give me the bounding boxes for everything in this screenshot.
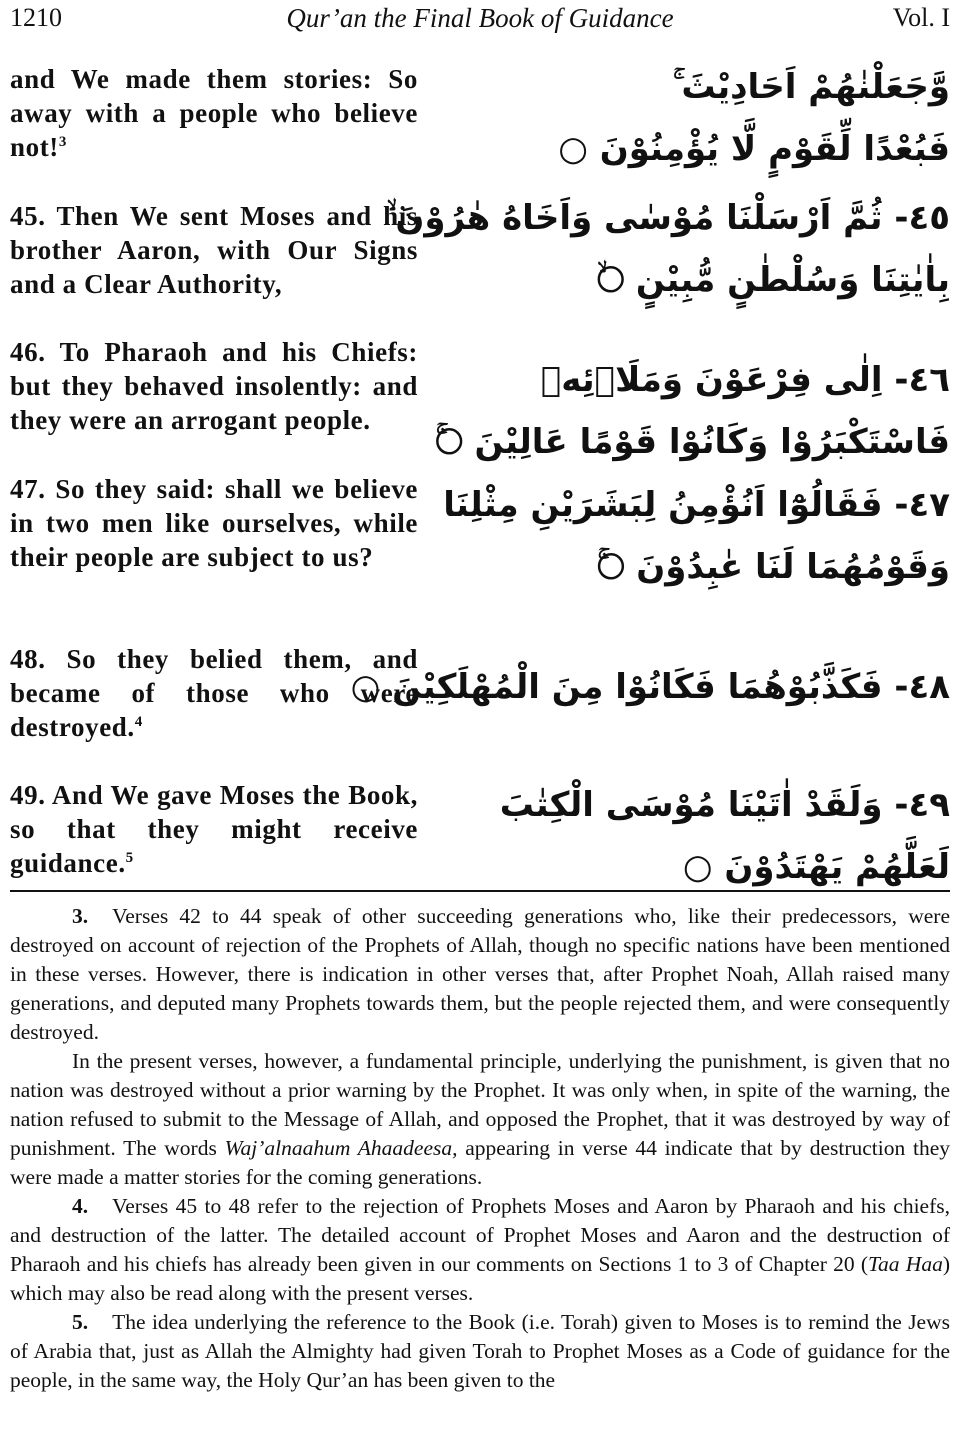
footnote-marker: 5 bbox=[125, 850, 134, 866]
verse-translation: 48. So they belied them, and became of those who were destroyed.$^4$ bbox=[10, 644, 418, 742]
page-number: 1210 bbox=[10, 3, 62, 32]
footnote-3: 3. Verses 42 to 44 speak of other succeeding generations who, like their predecessors, were destroyed on account of rejection of the Prophets of Allah, though no specific nations have been mentioned in these verses. However, there is indication in other verses that, after Prophet Noah, Allah raised many generations, and deputed many Prophets towards them, but the people rejected them, and were consequently destroyed. bbox=[10, 904, 950, 1044]
footnote-5: 5. The idea underlying the reference to the Book (i.e. Torah) given to Moses is to remind the Jews of Arabia that, just as Allah the Almighty had given Torah to Prophet Moses as a Code of guidance for the people, in the same way, the Holy Qur’an has been given to the bbox=[10, 1310, 950, 1392]
footnote-4: 4. Verses 45 to 48 refer to the rejection of Prophets Moses and Aaron by Pharaoh and his chiefs, and destruction of the latter. The detailed account of Prophet Moses and Aaron and the destruction of Pharaoh and his chiefs has already been given in our comments on Sections 1 to 3 of Chapter 20 (Taa Haa) which may also be read along with the present verses. bbox=[10, 1194, 950, 1305]
verse-translation: 49. And We gave Moses the Book, so that they might receive guidance.$^5$ bbox=[10, 780, 418, 878]
verse-translation: 45. Then We sent Moses and his brother Aaron, with Our Signs and a Clear Authority, bbox=[10, 201, 418, 299]
page-header bbox=[0, 0, 960, 40]
verse-arabic: ٤٦- اِلٰى فِرْعَوْنَ وَمَلَا۟ئِهٖ فَاسْتَكْبَرُوْا وَكَانُوْا قَوْمًا عَالِيْنَ ○ۚ bbox=[435, 360, 950, 462]
verse-translation: 46. To Pharaoh and his Chiefs: but they behaved insolently: and they were an arrogant people. bbox=[10, 337, 418, 435]
verse-arabic: ٤٥- ثُمَّ اَرْسَلْنَا مُوْسٰى وَاَخَاهُ هٰرُوْنَ ۙ بِاٰيٰتِنَا وَسُلْطٰنٍ مُّبِيْنٍ ○ۙ bbox=[386, 198, 950, 300]
verse-translation: 47. So they said: shall we believe in two men like ourselves, while their people are subject to us? bbox=[10, 474, 418, 572]
verse-arabic: ٤٨- فَكَذَّبُوْهُمَا فَكَانُوْا مِنَ الْمُهْلَكِيْنَ ○ bbox=[350, 667, 950, 707]
footnote-separator bbox=[10, 890, 950, 892]
verse-arabic: ٤٧- فَقَالُوْٓا اَنُؤْمِنُ لِبَشَرَيْنِ مِثْلِنَا وَقَوْمُهُمَا لَنَا عٰبِدُوْنَ ○ۚ bbox=[443, 485, 950, 587]
footnotes bbox=[10, 902, 950, 1395]
footnote-marker: 3 bbox=[58, 134, 68, 150]
running-title: Qur’an the Final Book of Guidance bbox=[286, 3, 674, 33]
verse-arabic: ٤٩- وَلَقَدْ اٰتَيْنَا مُوْسَى الْكِتٰبَ لَعَلَّهُمْ يَهْتَدُوْنَ ○ bbox=[499, 785, 950, 887]
footnote-marker: 4 bbox=[134, 714, 143, 730]
volume-label: Vol. I bbox=[892, 3, 950, 32]
verse-arabic: وَّجَعَلْنٰهُمْ اَحَادِيْثَ ۚ فَبُعْدًا لِّقَوْمٍ لَّا يُؤْمِنُوْنَ ○ bbox=[558, 67, 950, 169]
verse-translation: and We made them stories: So away with a people who believe not!$^3$ bbox=[10, 64, 418, 162]
footnote-3-para-2: In the present verses, however, a fundamental principle, underlying the punishment, is given that no nation was destroyed without a prior warning by the Prophet. It was only when, in spite of the warning, the nation refused to submit to the Message of Allah, and opposed the Prophet, that it was destroyed by way of punishment. The words Waj’alnaahum Ahaadeesa, appearing in verse 44 indicate that by destruction they were made a matter stories for the coming generations. bbox=[10, 1049, 951, 1189]
